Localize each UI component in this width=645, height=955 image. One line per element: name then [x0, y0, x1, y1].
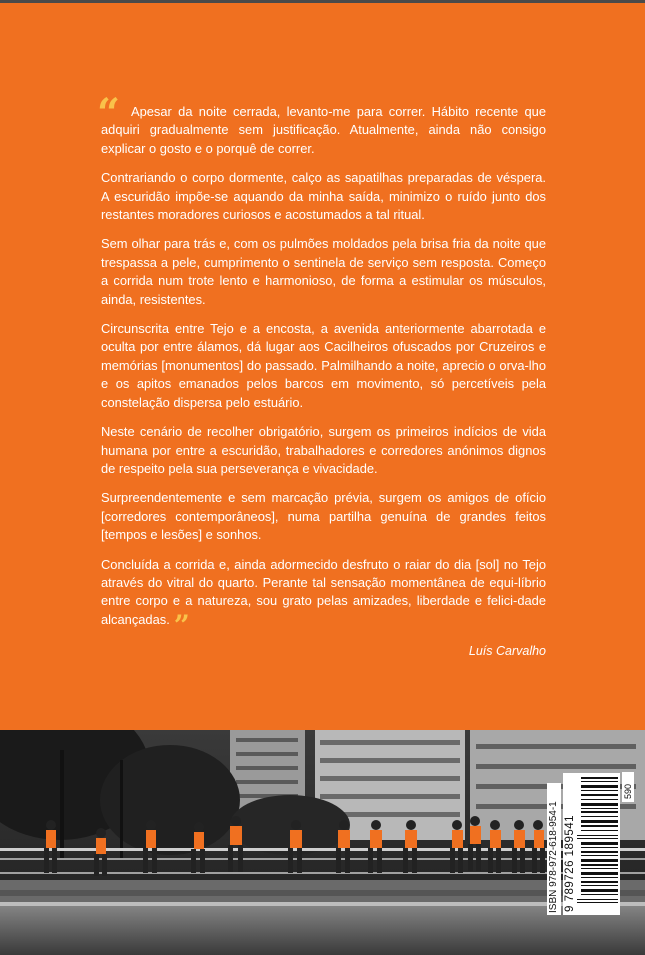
isbn-label — [547, 783, 561, 915]
price-code-text: 590 — [623, 783, 633, 799]
paragraph-7-text: Concluída a corrida e, ainda adormecido desfruto o raiar do dia [sol] no Tejo através do vitral do quarto. Perante tal sensação momentânea de equi-líbrio entre corpo e a natureza, sou grato pelas amizades, liberdade e felici-dade alcançadas. — [101, 556, 546, 627]
synopsis-text — [97, 90, 546, 660]
paragraph-3: Sem olhar para trás e, com os pulmões moldados pela brisa fria da noite que trespassa a pele, cumprimento o sentinela de serviço sem resposta. Começo a corrida num trote lento e harmonioso, de forma a estimular os músculos, ainda, resistentes. — [101, 236, 546, 307]
barcode-digits-text: 9 789726 189541 — [564, 814, 576, 912]
paragraph-4: Circunscrita entre Tejo e a encosta, a avenida anteriormente abarrotada e oculta por entre álamos, dá lugar aos Cacilheiros ofuscados por Cruzeiros e memórias [monumentos] do passado. Palmilhando a noite, aprecio o orva-lho e os apitos emanados pelos barcos em movimento, só percetíveis pela constelação dispersa pelo estuário. — [101, 321, 546, 410]
paragraph-5: Neste cenário de recolher obrigatório, surgem os primeiros indícios de vida humana por entre a escuridão, trabalhadores e corredores anónimos dignos de respeito pela sua perseverança e vivacidade. — [101, 424, 546, 476]
closing-quote-mark: ” — [173, 608, 190, 642]
paragraph-6: Surpreendentemente e sem marcação prévia, surgem os amigos de ofício [corredores contemporâneos], numa partilha genuína de grandes feitos [tempos e lesões] e sonhos. — [101, 490, 546, 543]
paragraph-2: Contrariando o corpo dormente, calço as sapatilhas preparadas de véspera. A escuridão impõe-se aquando da minha saída, minimizo o ruído junto dos restantes moradores curiosos e acostumados a tal ritual. — [101, 170, 546, 223]
opening-quote-mark: “ — [97, 90, 121, 137]
isbn-label-text: ISBN 978-972-618-954-1 — [548, 801, 559, 913]
paragraph-1: Apesar da noite cerrada, levanto-me para correr. Hábito recente que adquiri gradualmente sem justificação. Atualmente, ainda não consigo explicar o gosto e o porquê de correr. — [101, 104, 546, 156]
barcode — [563, 773, 620, 915]
price-code — [622, 772, 634, 802]
author-signature: Luís Carvalho — [468, 643, 546, 658]
paragraph-7 — [101, 556, 546, 642]
